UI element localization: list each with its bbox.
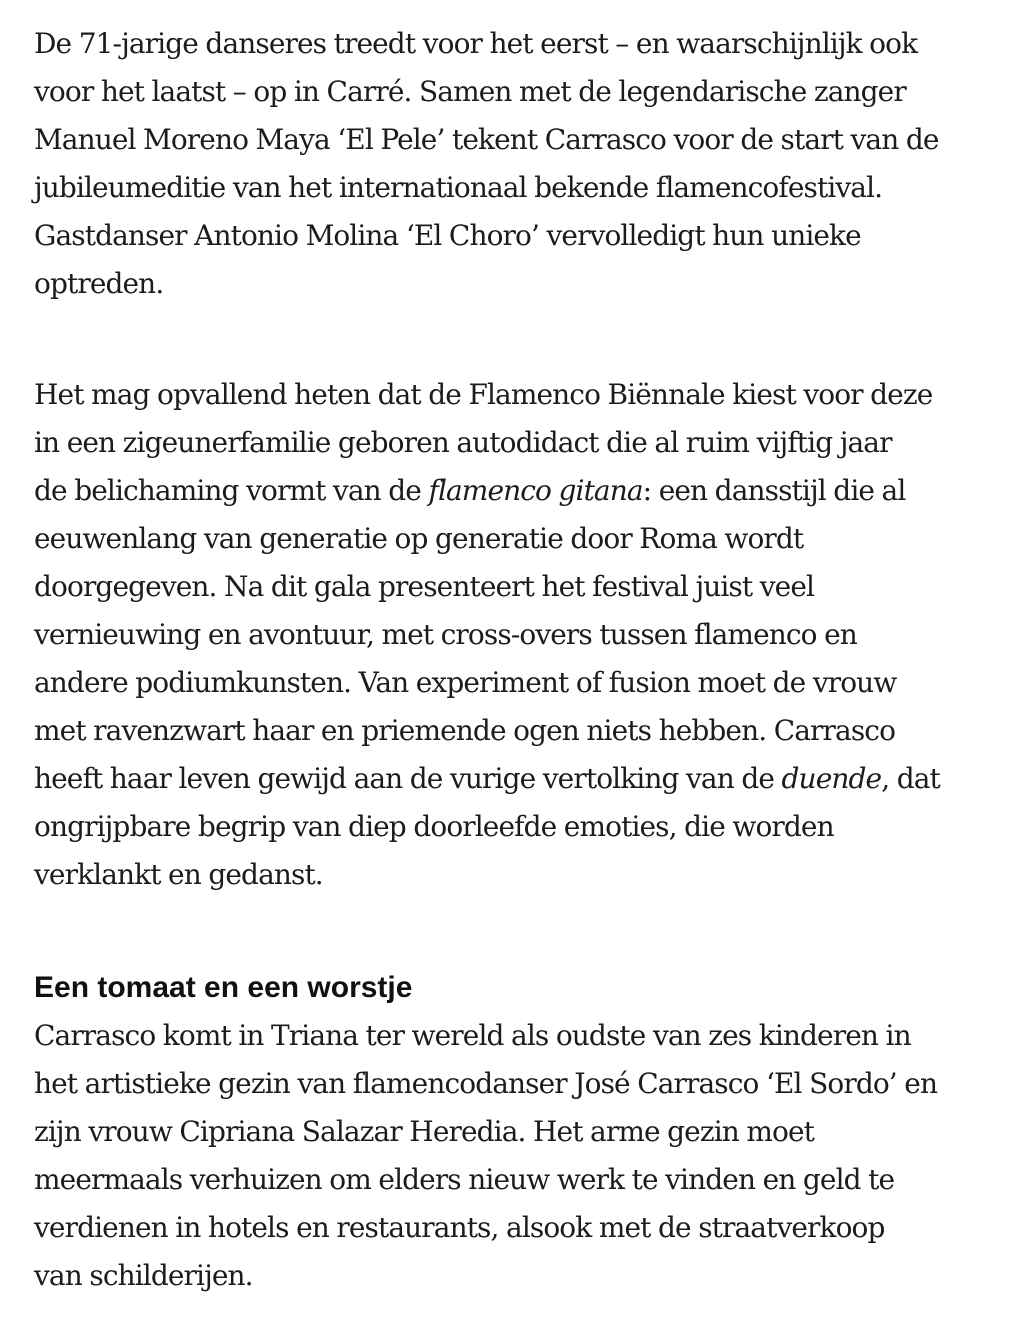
text-line: Manuel Moreno Maya ‘El Pele’ tekent Carrasco voor de start van de — [34, 122, 939, 156]
article-body — [34, 20, 994, 1300]
paragraph-intro — [34, 20, 994, 307]
text-line: Gastdanser Antonio Molina ‘El Choro’ vervolledigt hun unieke — [34, 218, 861, 252]
emphasis-term: flamenco gitana — [428, 474, 643, 508]
text-line: De 71-jarige danseres treedt voor het eerst – en waarschijnlijk ook — [34, 27, 918, 60]
emphasis-term: duende — [781, 761, 882, 795]
text-line: verdienen in hotels en restaurants, alsook met de straatverkoop — [34, 1211, 885, 1245]
text-fragment: heeft haar leven gewijd aan de vurige vertolking van de — [34, 761, 782, 795]
section-subheading: Een tomaat en een worstje — [34, 971, 413, 1005]
text-line: met ravenzwart haar en priemende ogen niets hebben. Carrasco — [34, 713, 896, 747]
text-fragment: de belichaming vormt van de — [34, 474, 429, 508]
text-line: van schilderijen. — [34, 1258, 253, 1292]
text-line: jubileumeditie van het internationaal bekende flamencofestival. — [34, 170, 883, 204]
paragraph-biennale — [34, 371, 994, 898]
text-line — [34, 467, 994, 515]
text-fragment: : een dansstijl die al — [642, 474, 906, 508]
text-line: zijn vrouw Cipriana Salazar Heredia. Het arme gezin moet — [34, 1115, 815, 1149]
text-line: in een zigeunerfamilie geboren autodidact die al ruim vijftig jaar — [34, 426, 892, 460]
text-line: voor het laatst – op in Carré. Samen met de legendarische zanger — [34, 74, 906, 108]
text-line: andere podiumkunsten. Van experiment of fusion moet de vrouw — [34, 665, 897, 699]
text-line: Het mag opvallend heten dat de Flamenco Biënnale kiest voor deze — [34, 378, 933, 412]
text-line: vernieuwing en avontuur, met cross-overs tussen flamenco en — [34, 617, 857, 651]
text-line: verklankt en gedanst. — [34, 857, 323, 891]
text-line: Carrasco komt in Triana ter wereld als oudste van zes kinderen in — [34, 1019, 911, 1053]
text-line: doorgegeven. Na dit gala presenteert het festival juist veel — [34, 570, 815, 604]
text-fragment: , dat — [881, 761, 940, 795]
text-line: eeuwenlang van generatie op generatie door Roma wordt — [34, 522, 804, 556]
text-line: het artistieke gezin van flamencodanser José Carrasco ‘El Sordo’ en — [34, 1067, 938, 1101]
text-line: meermaals verhuizen om elders nieuw werk te vinden en geld te — [34, 1163, 895, 1197]
text-line: ongrijpbare begrip van diep doorleefde emoties, die worden — [34, 809, 834, 843]
paragraph-childhood — [34, 1012, 994, 1299]
text-line — [34, 755, 994, 803]
text-line: optreden. — [34, 266, 164, 300]
